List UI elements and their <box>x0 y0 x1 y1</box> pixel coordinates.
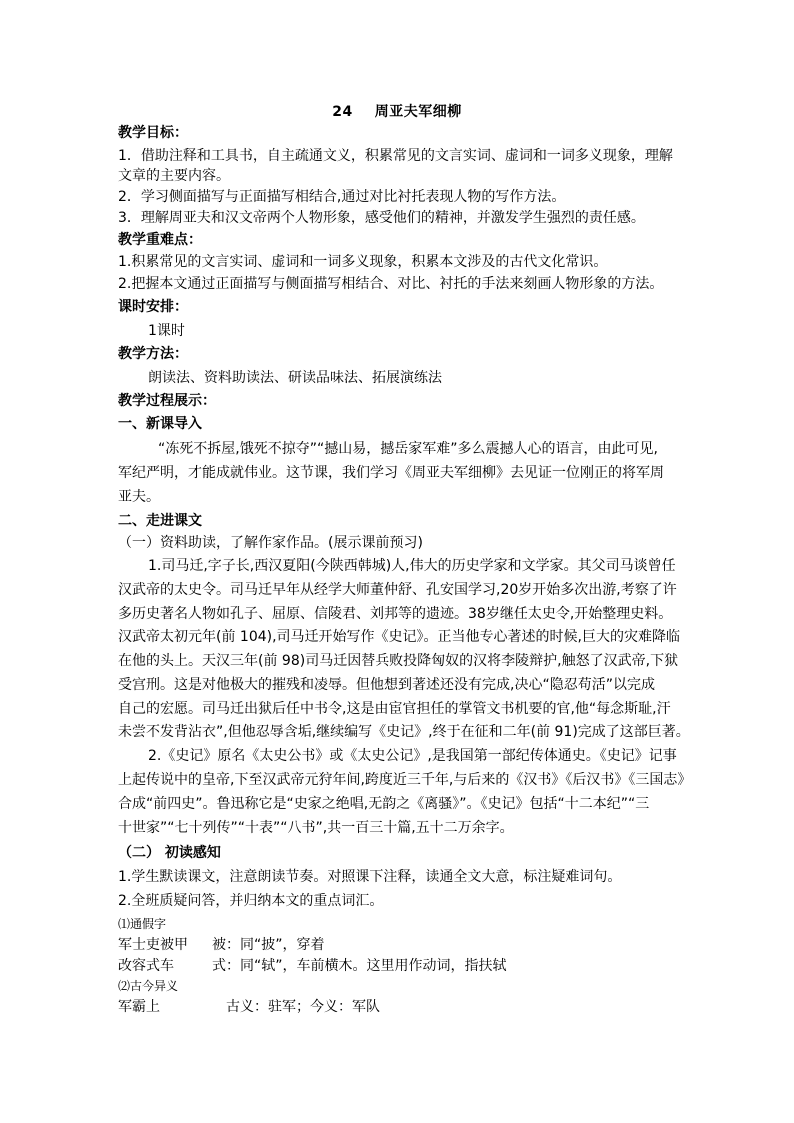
methods-value: 朗读法、资料助读法、研读品味法、拓展演练法 <box>148 370 442 386</box>
heading-methods: 教学方法： <box>118 346 188 362</box>
key-point-2: 2.把握本文通过正面描写与侧面描写相结合、对比、衬托的手法来刻画人物形象的方法。 <box>118 276 664 292</box>
author-paragraph-line-4: 汉武帝太初元年(前 104),司马迁开始写作《史记》。正当他专心著述的时候,巨大的灾难降临 <box>118 629 680 645</box>
reading-step-1: 1.学生默读课文，注意朗读节奏。对照课下注释，读通全文大意，标注疑难词句。 <box>118 869 622 885</box>
objective-3: 3．理解周亚夫和汉文帝两个人物形象，感受他们的精神，并激发学生强烈的责任感。 <box>118 210 645 226</box>
author-paragraph-line-8: 未尝不发背沾衣”,但他忍辱含垢,继续编写《史记》,终于在征和二年(前 91)完成了这部巨著。 <box>118 724 690 740</box>
shiji-paragraph: 2.《史记》原名《太史公书》或《太史公记》,是我国第一部纪传体通史。《史记》记事 <box>148 748 677 764</box>
key-point-1: 1.积累常见的文言实词、虚词和一词多义现象，积累本文涉及的古代文化常识。 <box>118 254 608 270</box>
heading-schedule: 课时安排： <box>118 299 188 315</box>
shiji-paragraph-line-4: 十世家”“七十列传”“十表”“八书”,共一百三十篇,五十二万余字。 <box>118 820 514 836</box>
intro-paragraph: “冻死不拆屋,饿死不掠夺”“撼山易，撼岳家军难”多么震撼人心的语言，由此可见, <box>158 441 658 457</box>
lesson-title <box>0 101 794 121</box>
shiji-paragraph-line-2: 上起传说中的皇帝,下至汉武帝元狩年间,跨度近三千年,与后来的《汉书》《后汉书》《三国志》 <box>118 772 692 788</box>
vocab-word-3: 军霸上 <box>118 999 160 1015</box>
lesson-name: 周亚夫军细柳 <box>374 104 462 120</box>
author-paragraph-line-6: 受宫刑。这是对他极大的摧残和凌辱。但他想到著述还没有完成,决心“隐忍苟活”以完成 <box>118 677 655 693</box>
intro-paragraph-line-3: 亚夫。 <box>118 489 160 505</box>
label-tongjiazi: ⑴通假字 <box>118 917 167 931</box>
intro-paragraph-line-2: 军纪严明，才能成就伟业。这节课，我们学习《周亚夫军细柳》去见证一位刚正的将军周 <box>118 465 664 481</box>
label-gujin-yiyi: ⑵古今异义 <box>118 979 179 993</box>
schedule-value: 1课时 <box>148 323 185 339</box>
vocab-meaning-2: 式：同“轼”，车前横木。这里用作动词，指扶轼 <box>212 958 507 974</box>
author-paragraph-line-7: 自己的宏愿。司马迁出狱后任中书令,这是由宦官担任的掌管文书机要的官,他“每念斯耻,汗 <box>118 701 671 717</box>
objective-2: 2．学习侧面描写与正面描写相结合,通过对比衬托表现人物的写作方法。 <box>118 189 566 205</box>
subsection-first-reading: （二） 初读感知 <box>118 845 221 861</box>
heading-objectives: 教学目标： <box>118 125 188 141</box>
heading-key-points: 教学重难点： <box>118 232 202 248</box>
objective-1-cont: 文章的主要内容。 <box>118 168 230 184</box>
author-paragraph-line-2: 汉武帝的太史令。司马迁早年从经学大师董仲舒、孔安国学习,20岁开始多次出游,考察了许 <box>118 582 677 598</box>
author-paragraph: 1.司马迁,字子长,西汉夏阳(今陕西韩城)人,伟大的历史学家和文学家。其父司马谈曾任 <box>148 558 676 574</box>
shiji-paragraph-line-3: 合成“前四史”。鲁迅称它是“史家之绝唱,无韵之《离骚》”。《史记》包括“十二本纪”“三 <box>118 796 650 812</box>
vocab-meaning-3: 古义：驻军；今义：军队 <box>226 999 380 1015</box>
subsection-materials: （一）资料助读，了解作家作品。(展示课前预习) <box>118 535 423 551</box>
author-paragraph-line-3: 多历史著名人物如孔子、屈原、信陵君、刘邦等的遗迹。38岁继任太史令,开始整理史料。 <box>118 606 673 622</box>
vocab-word-1: 军士吏被甲 <box>118 937 188 953</box>
vocab-word-2: 改容式车 <box>118 958 174 974</box>
vocab-meaning-1: 被：同“披”，穿着 <box>212 937 325 953</box>
author-paragraph-line-5: 在他的头上。天汉三年(前 98)司马迁因替兵败投降匈奴的汉将李陵辩护,触怒了汉武帝,下狱 <box>118 653 679 669</box>
objective-1: 1．借助注释和工具书，自主疏通文义，积累常见的文言实词、虚词和一词多义现象，理解 <box>118 148 673 164</box>
heading-process: 教学过程展示： <box>118 393 216 409</box>
lesson-number: 24 <box>332 104 353 120</box>
reading-step-2: 2.全班质疑问答，并归纳本文的重点词汇。 <box>118 893 384 909</box>
section-intro-heading: 一、新课导入 <box>118 416 202 432</box>
section-text-heading: 二、走进课文 <box>118 513 202 529</box>
